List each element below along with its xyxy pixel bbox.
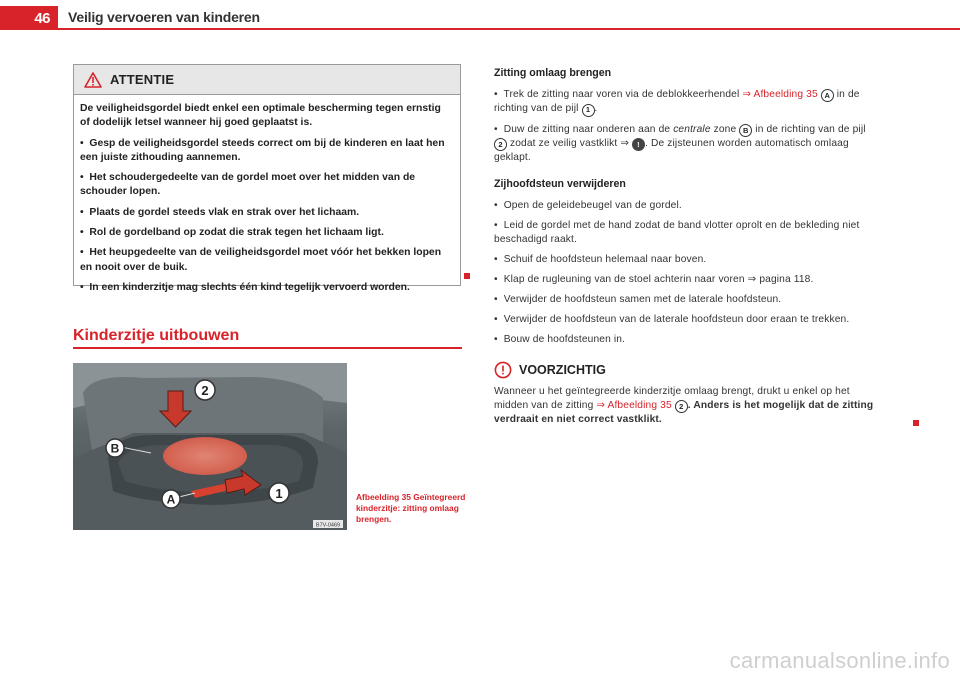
warning-bullet: • Rol de gordelband op zodat die strak tegen het lichaam ligt. <box>80 227 384 239</box>
paragraph-step-2: • Duw de zitting naar onderen aan de centrale zone B in de richting van de pijl 2 zodat ze veilig vastklikt ⇒ ! . De zijsteunen worden automatisch omlaag geklapt. <box>494 123 866 163</box>
caution-circle-icon <box>494 361 512 379</box>
callout-1 <box>269 483 289 503</box>
note-text: Wanneer u het geïntegreerde kinderzitje omlaag brengt, drukt u enkel op het midden van de zitting ⇒ Afbeelding 35 2 . Anders is het mogelijk dat de zitting verdraait en niet correct vastklikt. <box>494 386 874 426</box>
warning-intro: De veiligheidsgordel biedt enkel een optimale bescherming tegen ernstig of dodelijk letsel wanneer hij goed geplaatst is. <box>80 103 441 129</box>
figure-code: B7V-0469 <box>315 522 341 529</box>
list-item: • Schuif de hoofdsteun helemaal naar boven. <box>494 254 707 265</box>
list-item: • Open de geleidebeugel van de gordel. <box>494 200 682 211</box>
callout-a <box>162 490 180 508</box>
list-item: • Klap de rugleuning van de stoel achterin naar voren ⇒ pagina 118. <box>494 274 814 285</box>
warning-triangle-icon <box>84 72 102 88</box>
section-title: Kinderzitje uitbouwen <box>73 327 240 344</box>
warning-bullet: • In een kinderzitje mag slechts één kind tegelijk vervoerd worden. <box>80 281 410 293</box>
warning-bullet: • Het heupgedeelte van de veiligheidsgordel moet vóór het bekken lopen en nooit over de buik. <box>80 247 442 273</box>
warning-bullet: • Plaats de gordel steeds vlak en strak over het lichaam. <box>80 206 360 218</box>
svg-text:A: A <box>166 492 176 507</box>
figure-caption: Afbeelding 35 Geïntegreerd kinderzitje: zitting omlaag brengen. <box>356 492 466 524</box>
figure-link[interactable]: ⇒ Afbeelding 35 <box>742 89 818 100</box>
list-item: • Verwijder de hoofdsteun samen met de laterale hoofdsteun. <box>494 294 782 305</box>
heading-zitting: Zitting omlaag brengen <box>494 67 612 79</box>
heading-zijhoofdsteun: Zijhoofdsteun verwijderen <box>494 178 626 190</box>
svg-text:1: 1 <box>275 486 283 501</box>
warning-label: ATTENTIE <box>110 72 175 87</box>
note-header <box>494 361 879 379</box>
warning-body <box>74 95 460 295</box>
warning-bullet: • Gesp de veiligheidsgordel steeds correct om bij de kinderen en laat hen een juiste zithouding aannemen. <box>80 137 445 163</box>
svg-text:2: 2 <box>201 383 209 398</box>
callout-2-icon: 2 <box>675 400 688 413</box>
right-column <box>494 66 879 433</box>
header-rule <box>58 28 960 30</box>
callout-1-icon: 1 <box>582 104 595 117</box>
section-rule <box>73 347 462 349</box>
page-number: 46 <box>0 6 58 30</box>
note-label: VOORZICHTIG <box>519 363 606 377</box>
list-item: • Leid de gordel met de hand zodat de band vlotter oprolt en de bekleding niet beschadigd raakt. <box>494 220 860 245</box>
svg-text:B: B <box>110 441 120 456</box>
seat-illustration <box>73 363 347 530</box>
callout-b <box>106 439 124 457</box>
paragraph-step-1: • Trek de zitting naar voren via de deblokkeerhendel ⇒ Afbeelding 35 A in de richting van de pijl 1 . <box>494 88 879 117</box>
figure-seat-illustration <box>73 363 347 530</box>
header-title: Veilig vervoeren van kinderen <box>68 9 260 25</box>
list-item: • Verwijder de hoofdsteun van de laterale hoofdsteun door eraan te trekken. <box>494 314 850 325</box>
list-item: • Bouw de hoofdsteunen in. <box>494 334 626 345</box>
callout-2 <box>195 380 215 400</box>
warning-header <box>74 65 460 95</box>
callout-2-icon: 2 <box>494 138 507 151</box>
callout-a-icon: A <box>821 89 834 102</box>
warning-bullet: • Het schoudergedeelte van de gordel moet over het midden van de schouder lopen. <box>80 172 416 198</box>
end-mark <box>464 273 470 279</box>
callout-b-icon: B <box>739 124 752 137</box>
caution-ref-icon: ! <box>632 138 645 151</box>
warning-box <box>73 64 461 293</box>
figure-link[interactable]: ⇒ Afbeelding 35 <box>596 400 672 411</box>
watermark: carmanualsonline.info <box>729 648 950 673</box>
end-mark <box>913 420 919 426</box>
